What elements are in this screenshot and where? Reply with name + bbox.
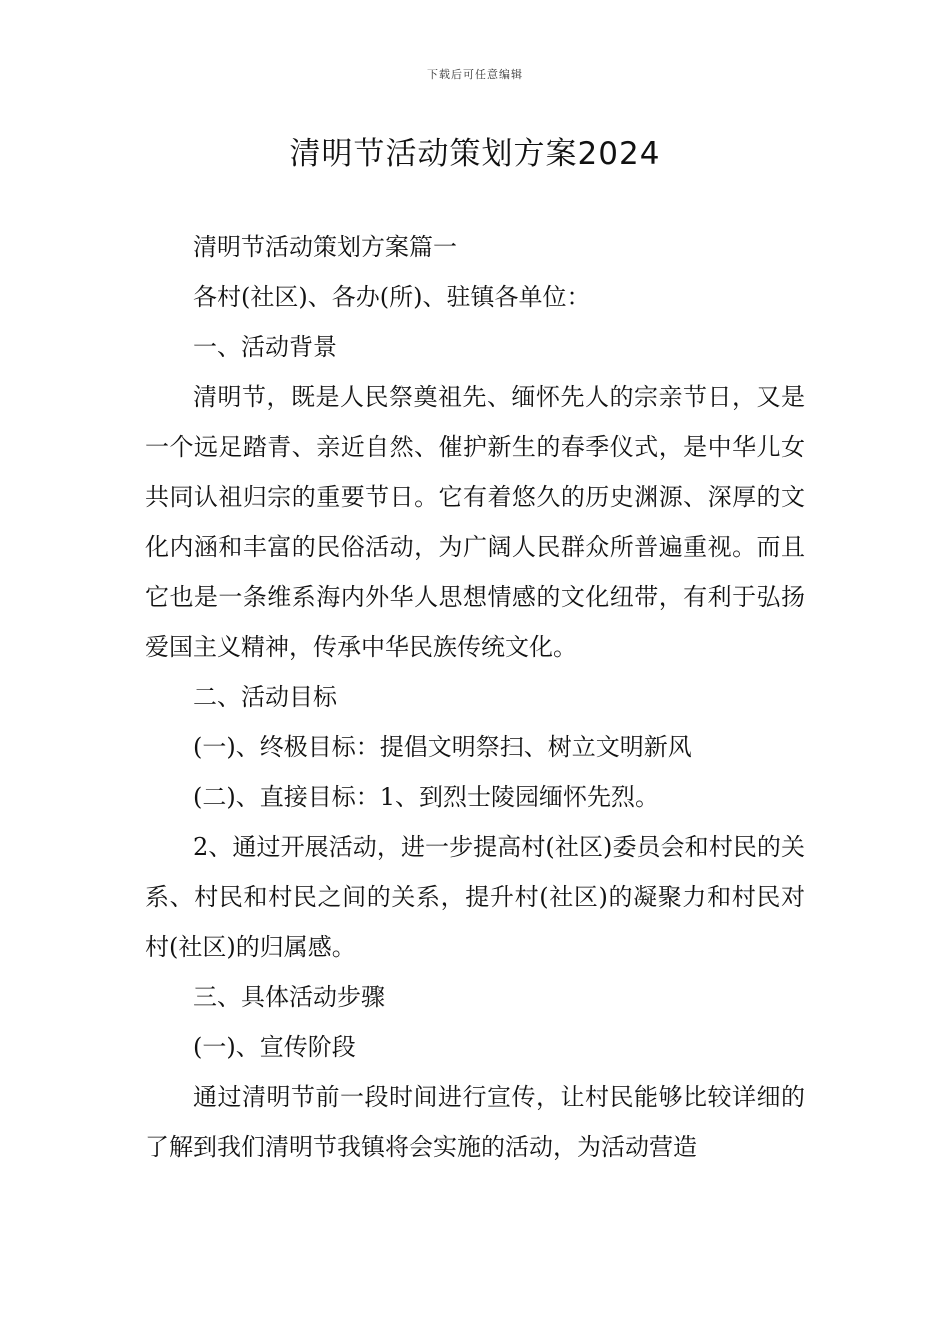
paragraph-heading-background: 一、活动背景 (193, 333, 337, 361)
paragraph-salutation: 各村(社区)、各办(所)、驻镇各单位： (193, 283, 591, 311)
paragraph-publicity-text: 通过清明节前一段时间进行宣传，让村民能够比较详细的了解到我们清明节我镇将会实施的活动，为活动营造 (145, 1083, 805, 1161)
paragraph-goal-direct: (二)、直接目标：1、到烈士陵园缅怀先烈。 (193, 783, 659, 811)
document-title: 清明节活动策划方案2024 (289, 136, 661, 172)
header-note: 下载后可任意编辑 (427, 68, 523, 81)
paragraph-goal-2: 2、通过开展活动，进一步提高村(社区)委员会和村民的关系、村民和村民之间的关系，提升村(社区)的凝聚力和村民对村(社区)的归属感。 (145, 833, 805, 961)
document-body (145, 222, 805, 1172)
paragraph-goal-ultimate: (一)、终极目标：提倡文明祭扫、树立文明新风 (193, 733, 692, 761)
paragraph-heading-publicity: (一)、宣传阶段 (193, 1033, 356, 1061)
paragraph-heading-goals: 二、活动目标 (193, 683, 337, 711)
paragraph-section-heading: 清明节活动策划方案篇一 (193, 233, 457, 261)
paragraph-heading-steps: 三、具体活动步骤 (193, 983, 385, 1011)
paragraph-background-text: 清明节，既是人民祭奠祖先、缅怀先人的宗亲节日，又是一个远足踏青、亲近自然、催护新生的春季仪式，是中华儿女共同认祖归宗的重要节日。它有着悠久的历史渊源、深厚的文化内涵和丰富的民俗活动，为广阔人民群众所普遍重视。而且它也是一条维系海内外华人思想情感的文化纽带，有利于弘扬爱国主义精神，传承中华民族传统文化。 (145, 383, 805, 661)
